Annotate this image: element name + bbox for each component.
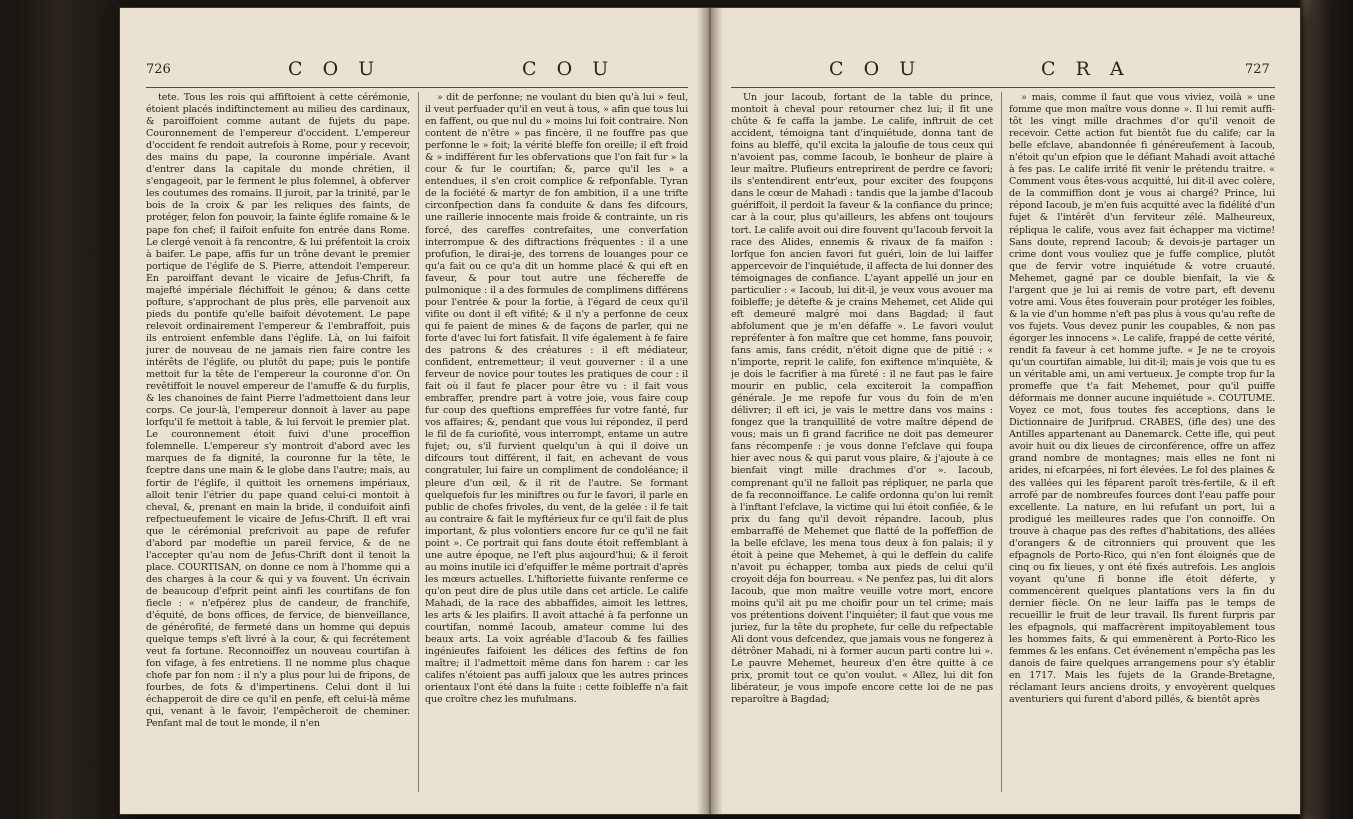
left-column-divider (418, 92, 419, 792)
left-running-head (120, 58, 709, 88)
right-column-divider (1001, 92, 1002, 792)
book-right-edge (1300, 0, 1353, 819)
left-page-number: 726 (146, 62, 171, 77)
right-running-head (711, 58, 1300, 88)
left-page (120, 8, 709, 814)
right-page-number: 727 (1245, 62, 1270, 77)
right-page-column-2: » mais, comme il faut que vous viviez, voilà » une fomme que mon maître vous donne ». Il lui remit auffi-tôt les vingt mille drachmes d'or qu'il venoit de recevoir. Cette action fut bientôt fue du calife; car la belle efclave, abandonnée fi généreufement à Iacoub, n'étoit qu'un efpion que le défiant Mahadi avoit attaché à fes pas. Le calife irrité fit venir le prétendu traitre. « Comment vous êtes-vous acquitté, lui dit-il avec colère, de la commiffion dont je vous ai chargé? Prince, lui répond Iacoub, je m'en fuis acquitté avec la fidélité d'un fujet & l'intérêt d'un ferviteur zélé. Malheureux, répliqua le calife, vous avez fait échapper ma victime! Sans doute, reprend Iacoub; & devois-je partager un crime dont vous vouliez que je fuffe complice, plutôt que de fervir votre inquiétude & votre cruauté. Mehemet, gagné par ce double bienfait, la vie & l'argent que je lui ai remis de votre part, eft devenu votre ami. Vous êtes fouverain pour protéger les foibles, & la vie d'un homme n'eft pas plus à vous qu'au refte de vos fujets. Vous devez punir les coupables, & non pas égorger les innocens ». Le calife, frappé de cette vérité, rendit fa faveur à cet homme jufte. « Je ne te croyois qu'un courtifan aimable, lui dit-il; mais je vois que tu es un véritable ami, un ami vertueux. Je compte trop fur la promeffe que t'a fait Mehemet, pour qu'il puiffe déformais me donner aucune inquiétude ». COUTUME. Voyez ce mot, fous toutes fes acceptions, dans le Dictionnaire de Jurifprud. CRABES, (ifle des) une des Antilles appartenant au Danemarck. Cette ifle, qui peut avoir huit ou dix lieues de circonférence, offre un affez grand nombre de montagnes; mais elles ne font ni arides, ni efcarpées, ni fort élevées. Le fol des plaines & des vallées qui les féparent paroît très-fertile, & il eft arrofé par de nombreufes fources dont l'eau paffe pour excellente. La nature, en lui refufant un port, lui a prodigué les meilleures rades que l'on connoiffe. On trouve à chaque pas des reftes d'habitations, des allées d'orangers & de citronniers qui prouvent que les efpagnols de Porto-Rico, qui n'en font éloignés que de cinq ou fix lieues, y ont été fixés autrefois. Les anglois voyant qu'une fi bonne ifle étoit déferte, y commencèrent quelques plantations vers la fin du dernier fiècle. On ne leur laiffa pas le temps de recueillir le fruit de leur travail. Ils furent furpris par les efpagnols, qui maffacrèrent impitoyablement tous les hommes faits, & qui emmenèrent à Porto-Rico les femmes & les enfans. Cet événement n'empêcha pas les danois de faire quelques arrangemens pour s'y établir en 1717. Mais les fujets de la Grande-Bretagne, réclamant leurs anciens droits, y envoyèrent quelques aventuriers qui furent d'abord pillés, & bientôt après (1009, 92, 1275, 706)
right-head-word-2: C R A (1041, 58, 1131, 80)
book-spread (120, 8, 1300, 814)
left-head-word-2: C O U (522, 58, 616, 80)
left-page-column-1: tete. Tous les rois qui affiftoient à cette cérémonie, étoient placés indiftinctement au milieu des cardinaux, & paroiffoient comme autant de fujets du pape. Couronnement de l'empereur d'occident. L'empereur d'occident fe rendoit autrefois à Rome, pour y recevoir, des mains du pape, la couronne impériale. Avant d'entrer dans la capitale du monde chrétien, il s'engageoit, par le ferment le plus folemnel, à obferver les coutumes des romains. Il juroit, par la trinité, par le bois de la croix & par les reliques des faints, de protéger, felon fon pouvoir, la fainte églife romaine & le pape fon chef; il faifoit enfuite fon entrée dans Rome. Le clergé venoit à fa rencontre, & lui préfentoit la croix à baifer. Le pape, affis fur un trône devant le premier portique de l'églife de S. Pierre, attendoit l'empereur. En paroiffant devant le vicaire de Jefus-Chrift, fa majefté impériale fléchiffoit le génou; & dans cette pofture, s'approchant de plus près, elle parvenoit aux pieds du pontife qu'elle baifoit dévotement. Le pape relevoit ordinairement l'empereur & l'embraffoit, puis ils entroient enfemble dans l'églife. Là, on lui faifoit jurer de nouveau de ne jamais rien faire contre les intérêts de l'églife, ou plutôt du pape; puis le pontife mettoit fur la tête de l'empereur la couronne d'or. On revêtiffoit le nouvel empereur de l'amuffe & du furplis, & les chanoines de faint Pierre l'admettoient dans leur corps. Ce jour-là, l'empereur donnoit à laver au pape lorfqu'il fe mettoit à table, & lui fervoit le premier plat. Le couronnement étoit fuivi d'une proceffion folemnelle. L'empereur s'y montroit d'abord avec les marques de fa dignité, la couronne fur la tête, le fceptre dans une main & le globe dans l'autre; mais, au fortir de l'églife, il quittoit les ornemens impériaux, alloit tenir l'étrier du pape quand celui-ci montoit à cheval, &, prenant en main la bride, il conduifoit ainfi refpectueufement le vicaire de Jefus-Chrift. Il eft vrai que le cérémonial prefcrivoit au pape de refufer d'abord par modeftie un pareil fervice, & de ne l'accepter qu'au nom de Jefus-Chrift dont il tenoit la place. COURTISAN, on donne ce nom à l'homme qui a des charges à la cour & qui y va fouvent. Un écrivain de beaucoup d'efprit peint ainfi les courtifans de fon fiecle : « n'efpérez plus de candeur, de franchife, d'équité, de bons offices, de fervice, de bienveillance, de générofité, de fermeté dans un homme qui depuis quelque temps s'eft livré à la cour, & qui fecrétement veut fa fortune. Reconnoiffez un nouveau courtifan à fon vifage, à fes entretiens. Il ne nomme plus chaque chofe par fon nom : il n'y a plus pour lui de fripons, de fourbes, de fots & d'impertinens. Celui dont il lui échapperoit de dire ce qu'il en penfe, eft celui-là même qui, venant à le favoir, l'empêcheroit de cheminer. Penfant mal de tout le monde, il n'en (146, 92, 410, 730)
left-page-column-2: » dit de perfonne; ne voulant du bien qu'à lui » feul, il veut perfuader qu'il en veut à tous, » afin que tous lui en faffent, ou que nul du » moins lui foit contraire. Non content de n'être » pas fincère, il ne fouffre pas que perfonne le » foit; la vérité bleffe fon oreille; il eft froid & » indifférent fur les obfervations que l'on fait fur » la cour & fur le courtifan; &, parce qu'il les » a entendues, il s'en croit complice & refponfable. Tyran de la fociété & martyr de fon ambition, il a une trifte circonfpection dans fa conduite & dans fes difcours, une raillerie innocente mais froide & contrainte, un ris forcé, des careffes contrefaites, une converfation interrompue & des diftractions fréquentes : il a une profufion, le dirai-je, des torrens de louanges pour ce qu'a fait ou ce qu'a dit un homme placé & qui eft en faveur, & pour tout autre une féchereffe de pulmonique : il a des formules de complimens différens pour l'entrée & pour la fortie, à l'égard de ceux qu'il vifite ou dont il eft vifité; & il n'y a perfonne de ceux qui fe paient de mines & de façons de parler, qui ne forte d'avec lui fort fatisfait. Il vife également à fe faire des patrons & des créatures : il eft médiateur, confident, entremetteur; il veut gouverner : il a une ferveur de novice pour toutes les pratiques de cour : il fait où il faut fe placer pour être vu : il fait vous embraffer, prendre part à votre joie, vous faire coup fur coup des queftions empreffées fur votre fanté, fur vos affaires; &, pendant que vous lui répondez, il perd le fil de fa curiofité, vous interrompt, entame un autre fujet; ou, s'il furvient quelqu'un à qui il doive un difcours tout différent, il fait, en achevant de vous congratuler, lui faire un compliment de condoléance; il pleure d'un œil, & il rit de l'autre. Se formant quelquefois fur les miniftres ou fur le favori, il parle en public de chofes frivoles, du vent, de la gelée : il fe tait au contraire & fait le myftérieux fur ce qu'il fait de plus important, & plus volontiers encore fur ce qu'il ne fait point ». Ce portrait qui fans doute étoit reffemblant à une autre époque, ne l'eft plus aujourd'hui; & il feroit au moins inutile ici d'efquiffer le même portrait d'après les mœurs actuelles. L'hiftoriette fuivante renferme ce qu'on peut dire de plus utile dans cet article. Le calife Mahadi, de la race des abbaffides, aimoit les lettres, les arts & les plaifirs. Il avoit attaché à fa perfonne un courtifan, nommé Iacoub, amateur comme lui des beaux arts. La voix agréable d'Iacoub & fes faillies ingénieufes faifoient les délices des feftins de fon maître; il l'admettoit même dans fon harem : car les califes n'étoient pas auffi jaloux que les autres princes orientaux l'ont été dans la fuite : cette foibleffe n'a fait que croître chez les mufulmans. (425, 92, 688, 706)
left-head-word-1: C O U (288, 58, 382, 80)
book-gutter (697, 8, 723, 814)
right-head-word-1: C O U (829, 58, 923, 80)
right-page-column-1: Un jour Iacoub, fortant de la table du prince, montoit à cheval pour retourner chez lui; il fit une chûte & fe caffa la jambe. Le calife, inftruit de cet accident, témoigna tant d'inquiétude, donna tant de foins au bleffé, qu'il excita la jaloufie de tous ceux qui n'avoient pas, comme Iacoub, le bonheur de plaire à leur maître. Plufieurs entreprirent de perdre ce favori; ils s'entendirent entr'eux, pour exciter des foupçons dans le cœur de Mahadi : tandis que la jambe d'Iacoub guériffoit, il perdoit la faveur & la confiance du prince; car à la cour, plus qu'ailleurs, les abfens ont toujours tort. Le calife avoit oui dire fouvent qu'Iacoub fervoit la race des Alides, ennemis & rivaux de fa maifon : lorfque fon ancien favori fut guéri, loin de lui laiffer appercevoir de l'inquiétude, il affecta de lui donner des témoignages de confiance. L'ayant appellé un jour en particulier : « Iacoub, lui dit-il, je veux vous avouer ma foibleffe; je détefte & je crains Mehemet, cet Alide qui eft demeuré malgré moi dans Bagdad; il faut abfolument que je m'en défaffe ». Le favori voulut repréfenter à fon maître que cet homme, fans pouvoir, fans amis, fans crédit, n'étoit digne que de pitié : « n'importe, reprit le calife, fon exiftence m'inquiète, & je dois le facrifier à ma fûreté : il ne faut pas le faire mourir en public, cela exciteroit la compaffion générale. Je me repofe fur vous du foin de m'en délivrer; il eft ici, je vais le mettre dans vos mains : fongez que la tranquillité de votre maître dépend de vous; mais un fi grand facrifice ne doit pas demeurer fans récompenfe : je vous donne l'efclave qui foupa hier avec nous & qui parut vous plaire, & j'ajoute à ce bienfait vingt mille drachmes d'or ». Iacoub, comprenant qu'il ne falloit pas répliquer, ne parla que de fa reconnoiffance. Le calife ordonna qu'on lui remît à l'inftant l'efclave, la victime qui lui étoit confiée, & le prix du fang qu'il devoit répandre. Iacoub, plus embarraffé de Mehemet que flatté de la poffeffion de la belle efclave, les mena tous deux à fon palais; il y étoit à peine que Mehemet, à qui le deffein du calife n'avoit pu échapper, tomba aux pieds de celui qu'il croyoit déja fon bourreau. « Ne penfez pas, lui dit alors Iacoub, que mon maître veuille votre mort, encore moins qu'il ait pu me choifir pour un tel crime; mais vos prétentions doivent l'inquiéter; il faut que vous me juriez, fur la tête du prophete, fur celle du refpectable Ali dont vous defcendez, que jamais vous ne fongerez à détrôner Mahadi, ni à former aucun parti contre lui ». Le pauvre Mehemet, heureux d'en être quitte à ce prix, promit tout ce qu'on voulut. « Allez, lui dit fon libérateur, je vous impofe encore cette loi de ne pas reparoître à Bagdad; (731, 92, 993, 706)
left-head-rule (146, 87, 688, 88)
book-left-edge (14, 0, 120, 819)
right-page (711, 8, 1300, 814)
right-head-rule (731, 87, 1275, 88)
